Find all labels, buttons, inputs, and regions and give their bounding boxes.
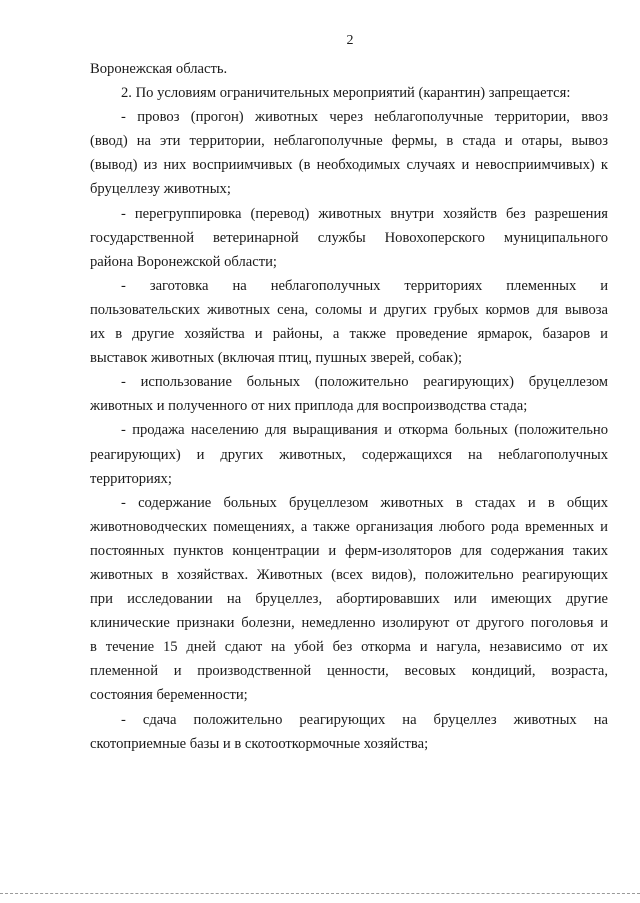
body-text — [90, 57, 608, 756]
text-line: государственной ветеринарной службы Новохоперского муниципального — [90, 229, 608, 246]
text-line: бруцеллезу животных; — [90, 181, 231, 198]
text-line: - продажа населению для выращивания и откорма больных (положительно — [121, 422, 608, 439]
page-number: 2 — [346, 33, 354, 48]
text-line: животных в хозяйствах. Животных (всех видов), положительно реагирующих — [90, 566, 608, 583]
text-line: племенной и производственной ценности, весовых кондиций, возраста, — [90, 663, 608, 680]
text-line: реагирующих) и других животных, содержащихся на неблагополучных — [90, 446, 608, 463]
text-line: - перегруппировка (перевод) животных внутри хозяйств без разрешения — [121, 205, 608, 222]
text-line: (вывод) из них восприимчивых (в необходимых случаях и невосприимчивых) к — [90, 157, 608, 174]
text-line: их в другие хозяйства и районы, а также проведение ярмарок, базаров и — [90, 326, 608, 343]
text-line: животноводческих помещениях, а также организация любого рода временных и — [90, 518, 608, 535]
text-line: пользовательских животных сена, соломы и других грубых кормов для вывоза — [90, 301, 608, 318]
text-line: состояния беременности; — [90, 687, 248, 704]
text-line: - провоз (прогон) животных через неблагополучные территории, ввоз — [121, 109, 608, 126]
text-line: территориях; — [90, 470, 172, 487]
text-line: скотоприемные базы и в скотооткормочные хозяйства; — [90, 735, 429, 752]
text-line: - содержание больных бруцеллезом животных в стадах и в общих — [121, 494, 608, 511]
text-line: постоянных пунктов концентрации и ферм-изоляторов для содержания таких — [90, 542, 608, 559]
text-line: 2. По условиям ограничительных мероприятий (карантин) запрещается: — [121, 85, 571, 102]
text-line: в течение 15 дней сдают на убой без откорма и нагула, независимо от их — [90, 639, 608, 656]
text-line: района Воронежской области; — [90, 253, 277, 270]
scan-edge-line — [0, 893, 640, 894]
text-line: - использование больных (положительно реагирующих) бруцеллезом — [121, 374, 608, 391]
text-line: клинические признаки болезни, немедленно изолируют от другого поголовья и — [90, 615, 608, 632]
text-line: - сдача положительно реагирующих на бруцеллез животных на — [121, 711, 608, 728]
text-line: Воронежская область. — [90, 61, 228, 77]
text-line: животных и полученного от них приплода для воспроизводства стада; — [90, 398, 528, 415]
text-line: (ввод) на эти территории, неблагополучные фермы, в стада и отары, вывоз — [90, 133, 608, 150]
text-line: - заготовка на неблагополучных территориях племенных и — [121, 277, 608, 294]
text-line: при исследовании на бруцеллез, абортировавших или имеющих другие — [90, 591, 608, 608]
text-line: выставок животных (включая птиц, пушных зверей, собак); — [90, 350, 463, 367]
